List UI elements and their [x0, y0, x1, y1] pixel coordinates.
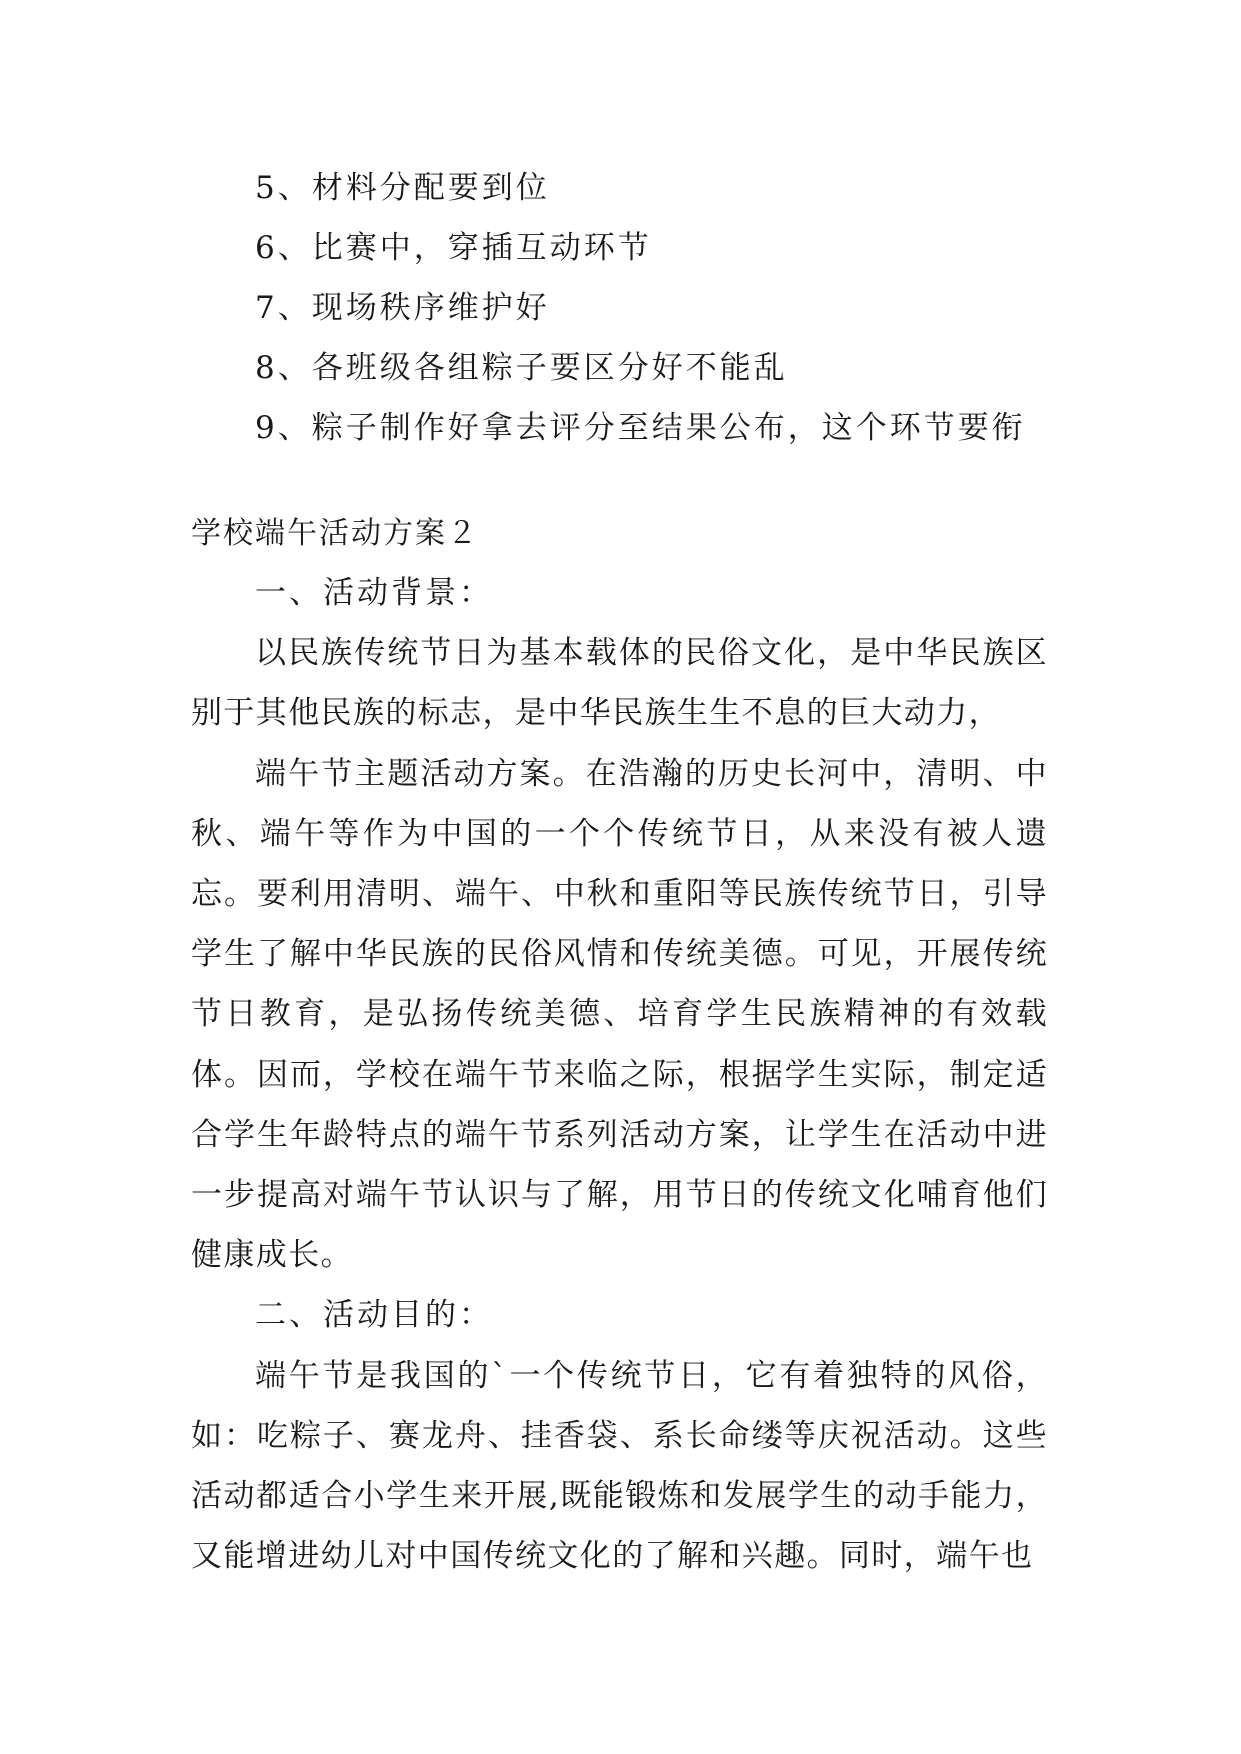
list-item: 6、比赛中，穿插互动环节 — [255, 230, 652, 266]
numbered-list — [255, 158, 1055, 458]
subsection-heading-purpose: 二、活动目的： — [255, 1297, 493, 1334]
subsection-heading-background: 一、活动背景： — [255, 575, 493, 611]
paragraph: 端午节是我国的`一个传统节日，它有着独特的风俗，如：吃粽子、赛龙舟、挂香袋、系长命缕等庆祝活动。这些活动都适合小学生来开展,既能锻炼和发展学生的动手能力，又能增进幼儿对中国传统文化的了解和兴趣。同时，端午也 — [191, 1357, 1048, 1575]
list-item: 8、各班级各组粽子要区分好不能乱 — [255, 350, 788, 386]
list-item: 7、现场秩序维护好 — [255, 290, 550, 326]
list-item: 9、粽子制作好拿去评分至结果公布，这个环节要衔 — [255, 410, 1026, 446]
section-title: 学校端午活动方案２ — [191, 516, 479, 551]
body-text — [191, 563, 1048, 1586]
paragraph: 端午节主题活动方案。在浩瀚的历史长河中，清明、中秋、端午等作为中国的一个个传统节日，从来没有被人遗忘。要利用清明、端午、中秋和重阳等民族传统节日，引导学生了解中华民族的民俗风情和传统美德。可见，开展传统节日教育，是弘扬传统美德、培育学生民族精神的有效载体。因而，学校在端午节来临之际，根据学生实际，制定适合学生年龄特点的端午节系列活动方案，让学生在活动中进一步提高对端午节认识与了解，用节日的传统文化哺育他们健康成长。 — [191, 755, 1048, 1274]
paragraph: 以民族传统节日为基本载体的民俗文化，是中华民族区别于其他民族的标志，是中华民族生生不息的巨大动力， — [191, 635, 1048, 732]
list-item: 5、材料分配要到位 — [255, 170, 550, 206]
